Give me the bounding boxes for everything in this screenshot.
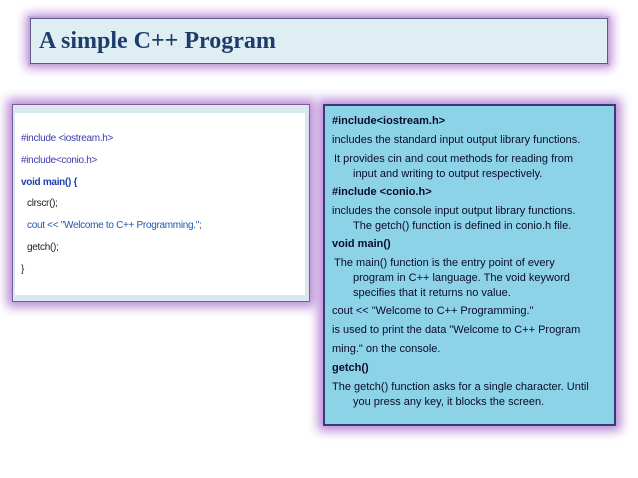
- explanation-line: specifies that it returns no value.: [353, 287, 511, 299]
- explanation-line: The main() function is the entry point of every: [334, 257, 555, 269]
- explanation-line: The getch() function asks for a single character. Until: [332, 381, 589, 393]
- explanation-line: includes the standard input output library functions.: [332, 134, 581, 146]
- code-line-closing-brace: }: [21, 264, 25, 275]
- explanation-line: ming." on the console.: [332, 343, 441, 355]
- code-screenshot: [15, 113, 305, 295]
- code-line-getch: getch();: [27, 242, 59, 253]
- code-line-void-main: void main() {: [21, 177, 78, 188]
- explanation-line: you press any key, it blocks the screen.: [353, 396, 545, 408]
- code-screenshot-frame: [12, 104, 310, 302]
- code-line-include-iostream: #include <iostream.h>: [21, 133, 114, 144]
- explanation-line: It provides cin and cout methods for reading from: [334, 153, 574, 165]
- slide-title: A simple C++ Program: [39, 28, 276, 54]
- explanation-line: includes the console input output library functions.: [332, 205, 576, 217]
- explanation-line: The getch() function is defined in conio.h file.: [353, 220, 572, 232]
- explanation-heading-cout: cout << "Welcome to C++ Programming.": [332, 305, 534, 317]
- explanation-line: is used to print the data "Welcome to C++ Program: [332, 324, 581, 336]
- explanation-line: program in C++ language. The void keyword: [353, 272, 570, 284]
- explanation-panel: [323, 104, 616, 426]
- code-line-cout: cout << "Welcome to C++ Programming.";: [27, 220, 202, 231]
- explanation-heading-conio: #include <conio.h>: [332, 186, 432, 198]
- title-box: [30, 18, 608, 64]
- code-line-include-conio: #include<conio.h>: [21, 155, 98, 166]
- explanation-heading-iostream: #include<iostream.h>: [332, 115, 446, 127]
- explanation-heading-getch: getch(): [332, 362, 369, 374]
- explanation-heading-main: void main(): [332, 238, 391, 250]
- explanation-line: input and writing to output respectively.: [353, 168, 543, 180]
- code-line-clrscr: clrscr();: [27, 198, 58, 209]
